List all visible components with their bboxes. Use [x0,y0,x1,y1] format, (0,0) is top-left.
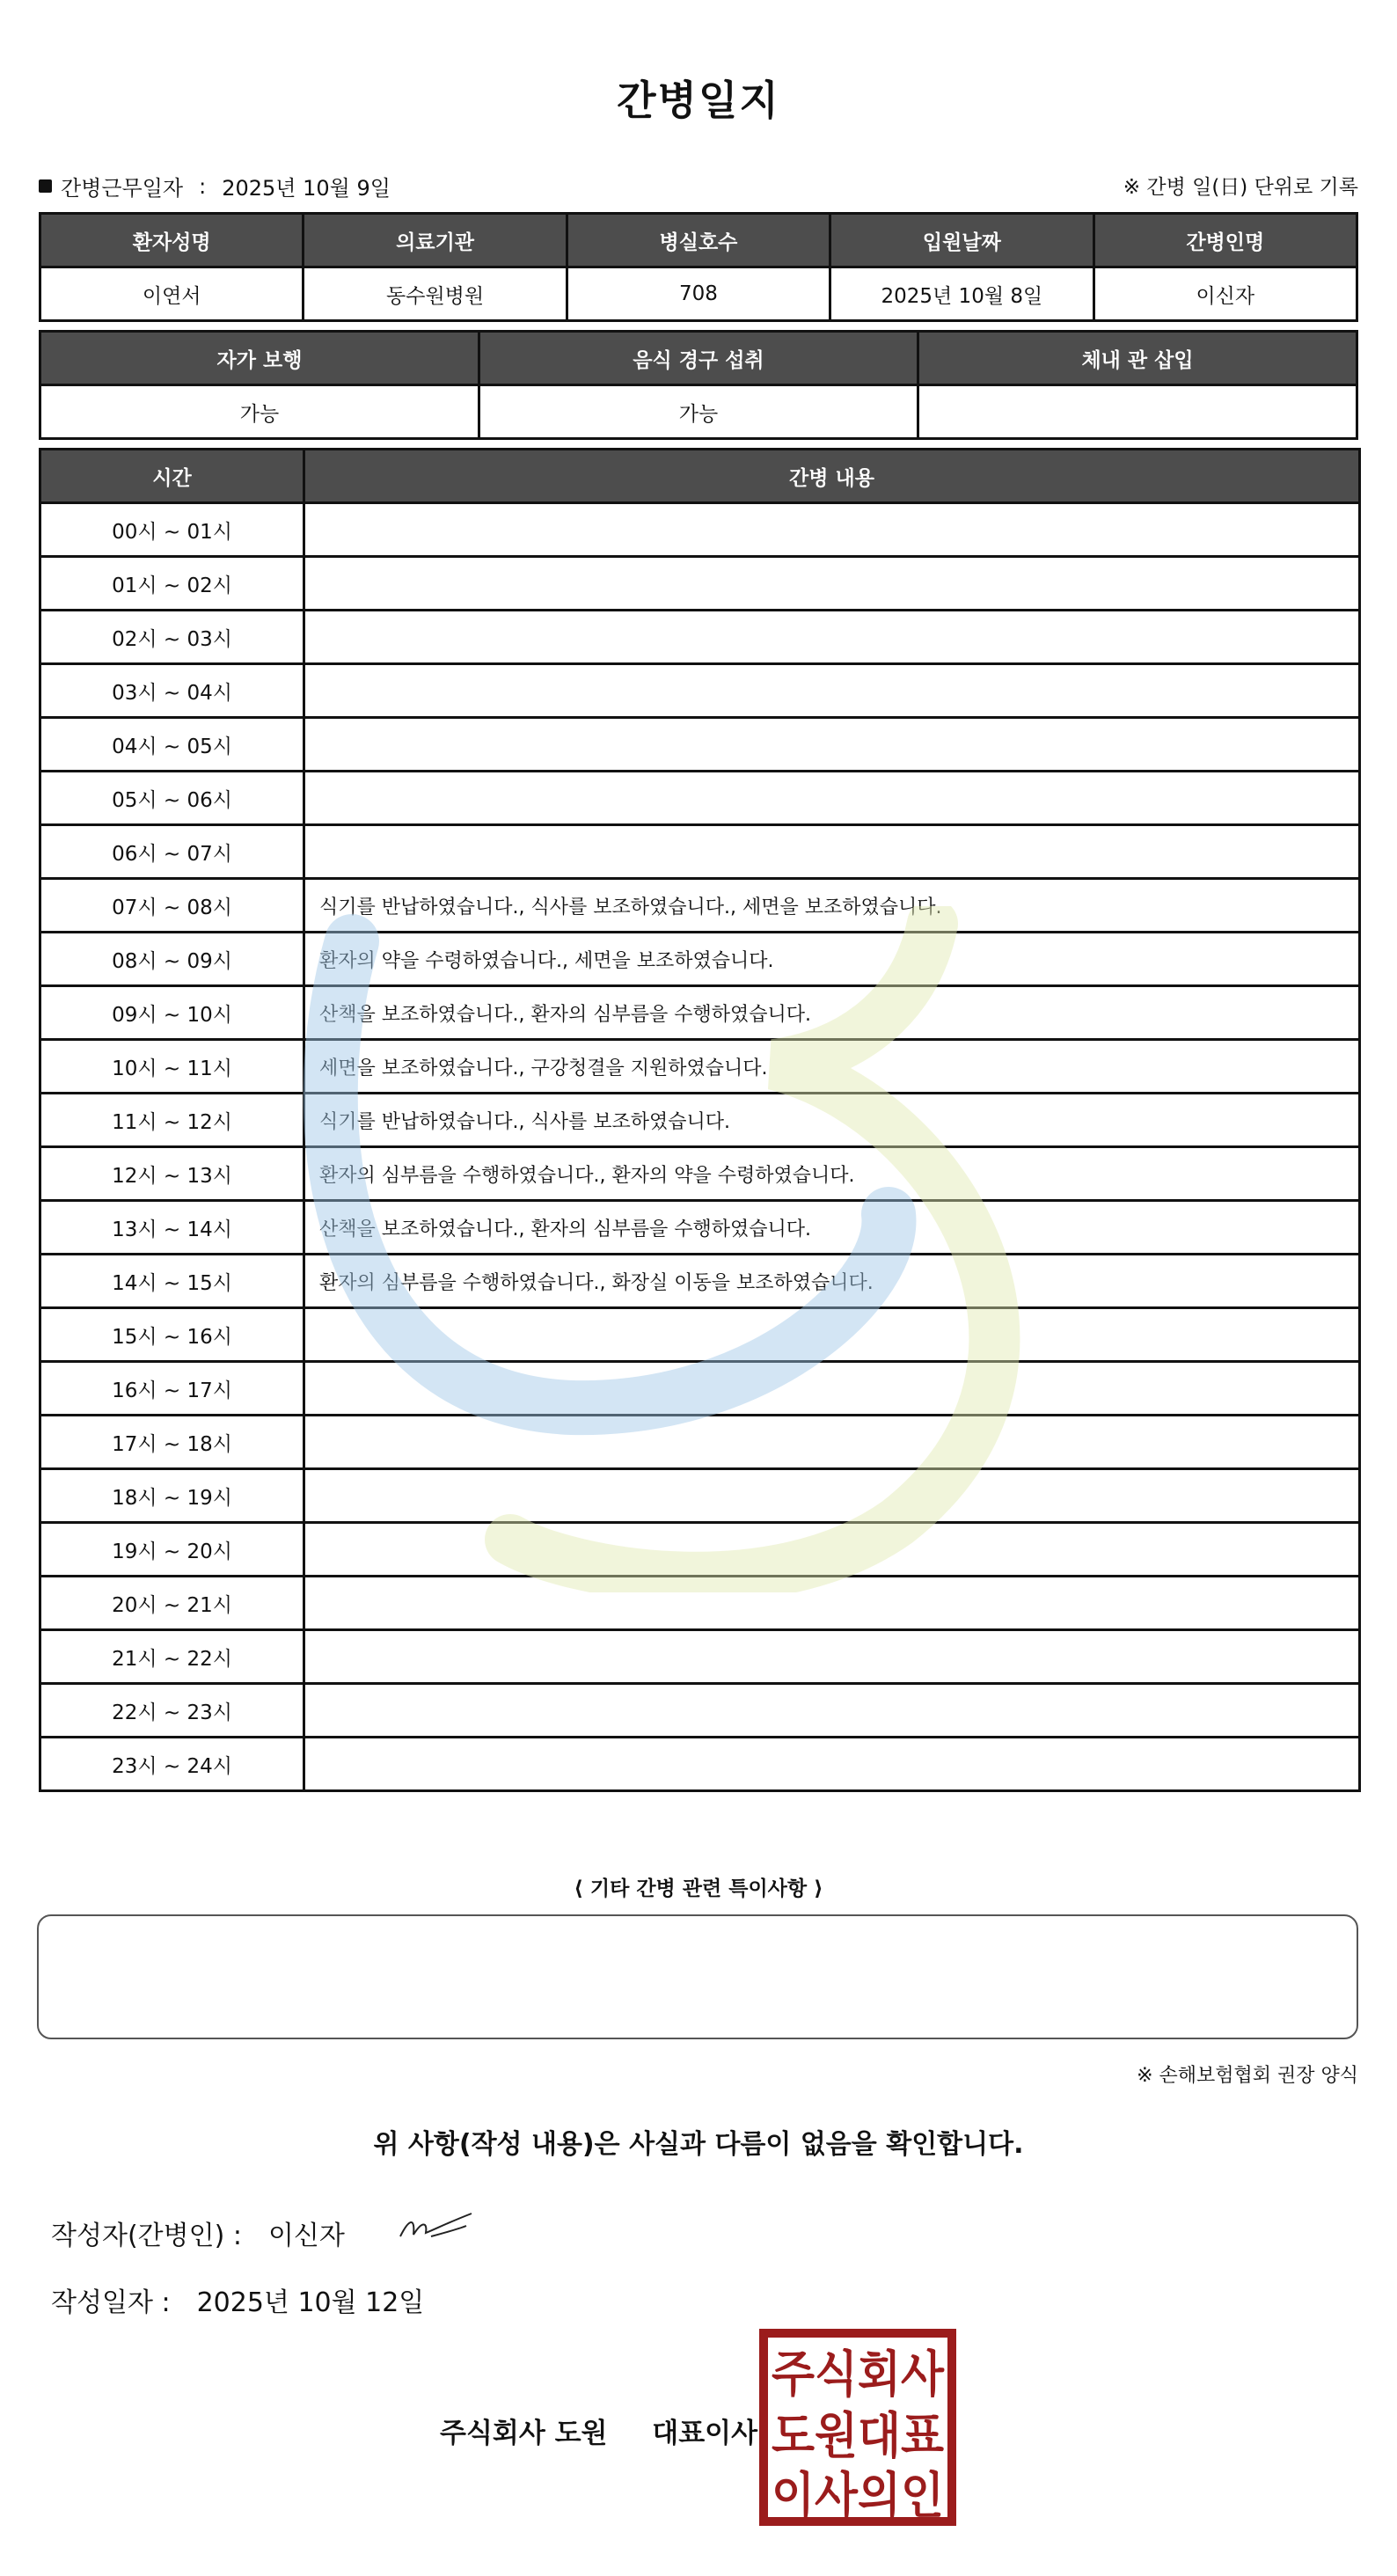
table-row [40,879,1360,933]
written-date-value: 2025년 10월 12일 [196,2287,425,2318]
tube-insertion-value [918,385,1357,439]
log-content: 환자의 약을 수령하였습니다., 세면을 보조하였습니다. [304,933,1360,986]
log-time: 06시 ~ 07시 [40,825,304,879]
table-row [40,1255,1360,1308]
log-time: 19시 ~ 20시 [40,1523,304,1577]
author-name: 이신자 [267,2221,345,2251]
log-content [304,772,1360,825]
hospital-name: 동수원병원 [304,267,567,321]
log-time: 01시 ~ 02시 [40,557,304,611]
log-content [304,1469,1360,1523]
log-time: 05시 ~ 06시 [40,772,304,825]
table-row [40,557,1360,611]
seal-text-line-3: 이사의인 [772,2468,944,2525]
patient-info-table [39,212,1358,322]
work-date-label: 간병근무일자 [61,176,184,201]
unit-note: ※ 간병 일(日) 단위로 기록 [1123,176,1358,199]
table-row [40,933,1360,986]
log-time: 20시 ~ 21시 [40,1577,304,1630]
log-time: 04시 ~ 05시 [40,718,304,772]
table-row [40,1201,1360,1255]
written-date-line [51,2280,424,2319]
table-row [40,986,1360,1040]
table-row [40,1362,1360,1416]
log-time: 11시 ~ 12시 [40,1094,304,1147]
table-row [40,664,1360,718]
log-content [304,664,1360,718]
log-content [304,1523,1360,1577]
header-room-number: 병실호수 [567,214,830,267]
log-time: 08시 ~ 09시 [40,933,304,986]
log-time: 12시 ~ 13시 [40,1147,304,1201]
log-time: 17시 ~ 18시 [40,1416,304,1469]
oral-intake-value: 가능 [479,385,918,439]
patient-status-table [39,330,1358,440]
notes-title: ⟨ 기타 간병 관련 특이사항 ⟩ [574,1877,823,1900]
table-row [40,1684,1360,1738]
log-time: 07시 ~ 08시 [40,879,304,933]
log-time: 22시 ~ 23시 [40,1684,304,1738]
log-time: 02시 ~ 03시 [40,611,304,664]
signature-icon [396,2210,475,2245]
log-time: 15시 ~ 16시 [40,1308,304,1362]
work-date-separator: : [199,173,207,199]
log-time: 23시 ~ 24시 [40,1738,304,1791]
header-hospital: 의료기관 [304,214,567,267]
log-time: 03시 ~ 04시 [40,664,304,718]
company-ceo-title: 대표이사 [652,2418,758,2449]
log-content [304,1416,1360,1469]
log-time: 21시 ~ 22시 [40,1630,304,1684]
care-log-table [39,448,1361,1792]
log-time: 09시 ~ 10시 [40,986,304,1040]
log-content: 환자의 심부름을 수행하였습니다., 환자의 약을 수령하였습니다. [304,1147,1360,1201]
header-time: 시간 [40,450,304,503]
log-time: 00시 ~ 01시 [40,503,304,557]
header-patient-name: 환자성명 [40,214,304,267]
log-content [304,718,1360,772]
author-label: 작성자(간병인) : [51,2221,242,2251]
log-content: 세면을 보조하였습니다., 구강청결을 지원하였습니다. [304,1040,1360,1094]
header-care-content: 간병 내용 [304,450,1360,503]
table-row [40,611,1360,664]
log-content: 산책을 보조하였습니다., 환자의 심부름을 수행하였습니다. [304,1201,1360,1255]
header-self-walking: 자가 보행 [40,332,479,385]
table-row [40,1469,1360,1523]
notes-box [37,1914,1358,2039]
company-name: 주식회사 도원 [440,2418,608,2449]
log-content: 산책을 보조하였습니다., 환자의 심부름을 수행하였습니다. [304,986,1360,1040]
header-admission-date: 입원날짜 [830,214,1093,267]
company-seal-icon [758,2328,957,2527]
document-title: 간병일지 [617,77,780,124]
log-content [304,1577,1360,1630]
log-content [304,1308,1360,1362]
seal-text-line-1: 주식회사 [772,2346,945,2404]
log-content [304,1362,1360,1416]
table-row [40,825,1360,879]
table-row [40,718,1360,772]
table-row [40,1416,1360,1469]
log-content: 식기를 반납하였습니다., 식사를 보조하였습니다., 세면을 보조하였습니다. [304,879,1360,933]
seal-text-line-2: 도원대표 [772,2408,944,2465]
table-row [40,772,1360,825]
square-bullet-icon [39,179,52,193]
header-caregiver-name: 간병인명 [1093,214,1357,267]
room-number: 708 [567,267,830,321]
confirmation-statement: 위 사항(작성 내용)은 사실과 다름이 없음을 확인합니다. [373,2129,1024,2160]
log-content: 환자의 심부름을 수행하였습니다., 화장실 이동을 보조하였습니다. [304,1255,1360,1308]
written-date-label: 작성일자 : [51,2287,171,2318]
header-oral-intake: 음식 경구 섭취 [479,332,918,385]
log-content [304,503,1360,557]
work-date-value: 2025년 10월 9일 [222,176,391,201]
table-row [40,1577,1360,1630]
log-time: 18시 ~ 19시 [40,1469,304,1523]
author-line [51,2214,345,2252]
log-content [304,1684,1360,1738]
header-tube-insertion: 체내 관 삽입 [918,332,1357,385]
log-content [304,1630,1360,1684]
patient-name: 이연서 [40,267,304,321]
log-time: 14시 ~ 15시 [40,1255,304,1308]
log-time: 10시 ~ 11시 [40,1040,304,1094]
log-content: 식기를 반납하였습니다., 식사를 보조하였습니다. [304,1094,1360,1147]
table-row [40,503,1360,557]
caregiver-name: 이신자 [1093,267,1357,321]
table-row [40,1147,1360,1201]
work-date-line [39,171,391,201]
table-row [40,1308,1360,1362]
table-row [40,1738,1360,1791]
log-content [304,611,1360,664]
table-row [40,1094,1360,1147]
self-walking-value: 가능 [40,385,479,439]
log-time: 13시 ~ 14시 [40,1201,304,1255]
company-line [440,2411,757,2450]
log-content [304,557,1360,611]
table-row [40,1040,1360,1094]
table-row [40,1523,1360,1577]
log-time: 16시 ~ 17시 [40,1362,304,1416]
form-note: ※ 손해보험협회 권장 양식 [1137,2065,1358,2087]
table-row [40,1630,1360,1684]
log-content [304,825,1360,879]
log-content [304,1738,1360,1791]
admission-date: 2025년 10월 8일 [830,267,1093,321]
